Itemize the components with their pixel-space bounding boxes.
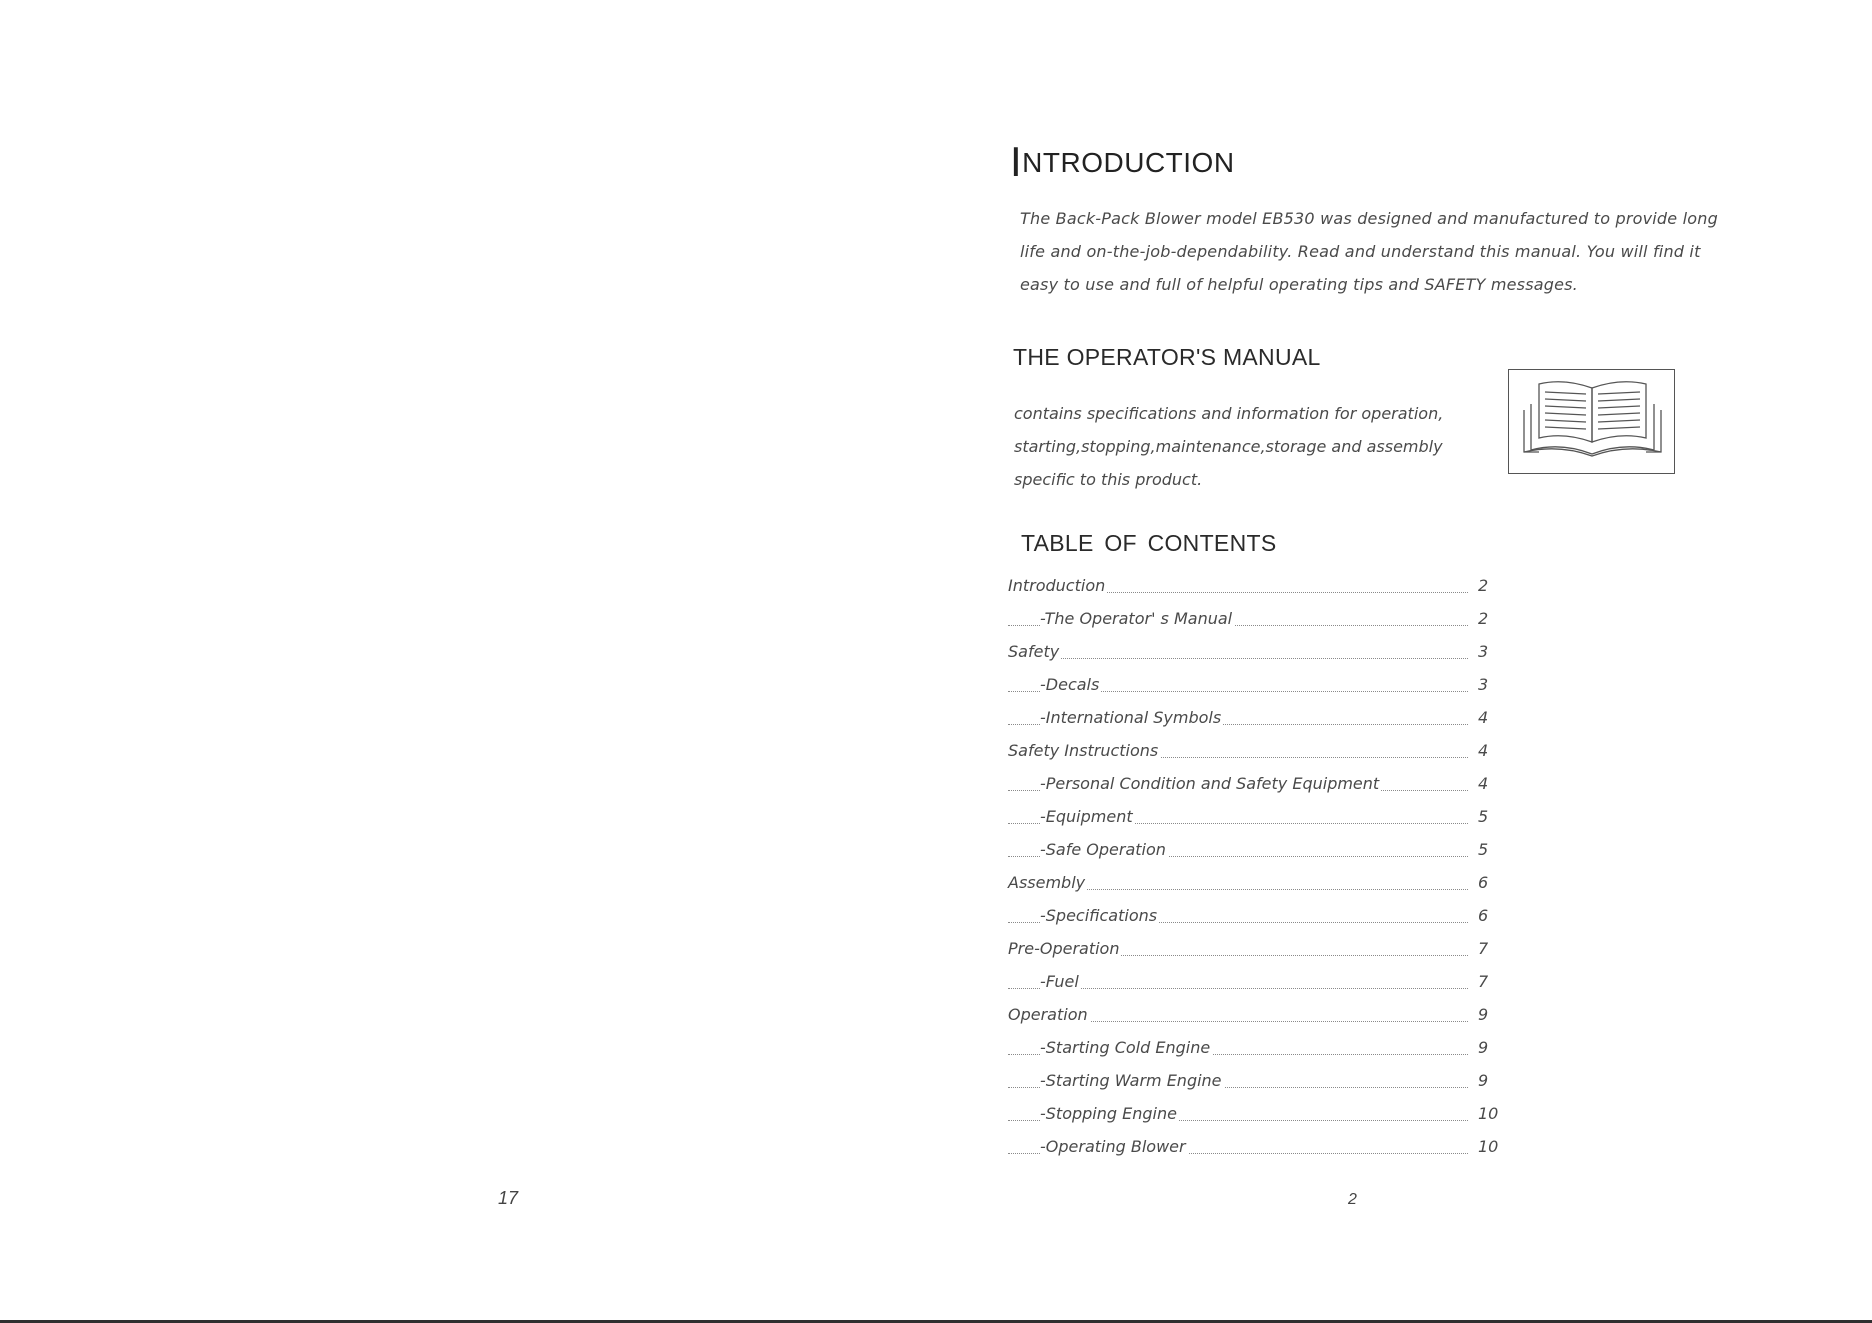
toc-leader-dots bbox=[1008, 658, 1468, 659]
toc-entry-label: -Stopping Engine bbox=[1040, 1104, 1177, 1123]
toc-entry-page: 5 bbox=[1478, 840, 1489, 859]
table-of-contents-heading: TABLE OF CONTENTS bbox=[1021, 530, 1277, 556]
toc-entry bbox=[1008, 605, 1528, 638]
toc-entry bbox=[1008, 638, 1528, 671]
introduction-title-initial: I bbox=[1010, 138, 1023, 185]
right-page-number: 2 bbox=[1348, 1191, 1357, 1208]
toc-entry bbox=[1008, 836, 1528, 869]
toc-entry-label: -Safe Operation bbox=[1040, 840, 1166, 859]
left-page-number: 17 bbox=[498, 1188, 519, 1208]
toc-entry-label: Operation bbox=[1008, 1005, 1088, 1024]
toc-entry bbox=[1008, 1100, 1528, 1133]
toc-entry-page: 3 bbox=[1478, 675, 1489, 694]
toc-entry-label: -Specifications bbox=[1040, 906, 1158, 925]
toc-entry-page: 9 bbox=[1478, 1071, 1489, 1090]
operators-manual-paragraph: contains specifications and information for operation, starting,stopping,maintenance,storage and assembly specific to this product. bbox=[1014, 404, 1444, 489]
toc-entry-page: 5 bbox=[1478, 807, 1489, 826]
toc-entry-page: 9 bbox=[1478, 1005, 1489, 1024]
table-of-contents-list bbox=[1008, 572, 1528, 1166]
introduction-title-rest: NTRODUCTION bbox=[1022, 147, 1235, 178]
open-book-icon bbox=[1508, 369, 1675, 474]
introduction-title bbox=[1010, 138, 1235, 186]
toc-entry-label: -Decals bbox=[1040, 675, 1100, 694]
toc-entry-page: 4 bbox=[1478, 774, 1489, 793]
toc-entry-page: 7 bbox=[1478, 939, 1489, 958]
toc-entry-page: 4 bbox=[1478, 708, 1489, 727]
toc-entry-label: Assembly bbox=[1008, 873, 1086, 892]
toc-entry bbox=[1008, 737, 1528, 770]
toc-entry bbox=[1008, 1067, 1528, 1100]
toc-entry-label: Pre-Operation bbox=[1008, 939, 1120, 958]
toc-entry-label: Introduction bbox=[1008, 576, 1106, 595]
toc-entry-label: -International Symbols bbox=[1040, 708, 1222, 727]
toc-entry bbox=[1008, 1133, 1528, 1166]
introduction-paragraph: The Back-Pack Blower model EB530 was designed and manufactured to provide long life and on-the-job-dependability. Read and understand this manual. You will find it easy to use and full of helpful operating tips and SAFETY messages. bbox=[1020, 209, 1718, 294]
toc-entry-label: Safety bbox=[1008, 642, 1060, 661]
toc-entry-label: -Starting Cold Engine bbox=[1040, 1038, 1211, 1057]
toc-entry-page: 2 bbox=[1478, 609, 1489, 628]
toc-entry-page: 4 bbox=[1478, 741, 1489, 760]
toc-entry-label: -Equipment bbox=[1040, 807, 1133, 826]
toc-entry-label: -Operating Blower bbox=[1040, 1137, 1186, 1156]
toc-entry-label: -Personal Condition and Safety Equipment bbox=[1040, 774, 1380, 793]
toc-entry-page: 10 bbox=[1478, 1137, 1499, 1156]
toc-entry bbox=[1008, 572, 1528, 605]
operators-manual-heading: THE OPERATOR'S MANUAL bbox=[1013, 344, 1321, 370]
toc-entry-page: 7 bbox=[1478, 972, 1489, 991]
toc-entry bbox=[1008, 902, 1528, 935]
toc-entry bbox=[1008, 1001, 1528, 1034]
toc-entry-label: -Fuel bbox=[1040, 972, 1079, 991]
toc-entry-page: 3 bbox=[1478, 642, 1489, 661]
toc-entry bbox=[1008, 869, 1528, 902]
toc-entry bbox=[1008, 770, 1528, 803]
toc-entry-label: -Starting Warm Engine bbox=[1040, 1071, 1222, 1090]
toc-entry bbox=[1008, 803, 1528, 836]
toc-entry bbox=[1008, 671, 1528, 704]
toc-entry-page: 6 bbox=[1478, 906, 1489, 925]
toc-entry bbox=[1008, 968, 1528, 1001]
toc-entry bbox=[1008, 935, 1528, 968]
toc-entry-page: 10 bbox=[1478, 1104, 1499, 1123]
toc-entry-page: 2 bbox=[1478, 576, 1489, 595]
toc-entry-label: -The Operator' s Manual bbox=[1040, 609, 1233, 628]
toc-entry bbox=[1008, 704, 1528, 737]
toc-entry-page: 6 bbox=[1478, 873, 1489, 892]
toc-entry-page: 9 bbox=[1478, 1038, 1489, 1057]
toc-entry-label: Safety Instructions bbox=[1008, 741, 1159, 760]
toc-entry bbox=[1008, 1034, 1528, 1067]
